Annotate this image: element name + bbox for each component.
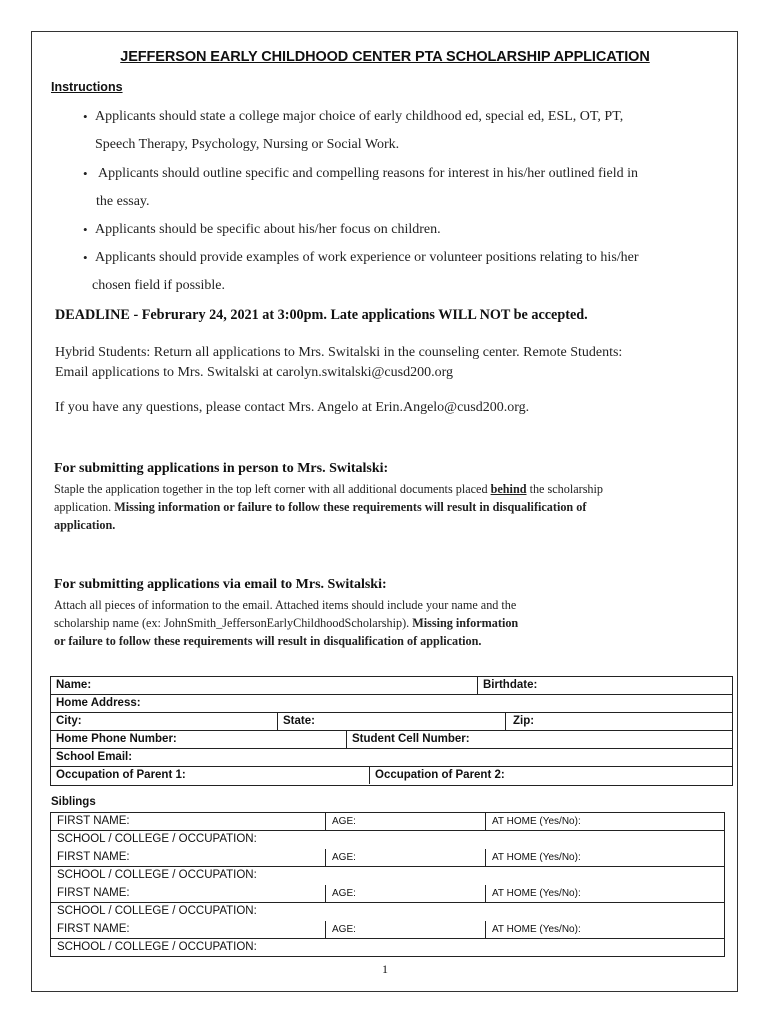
sibling-age-field[interactable]: AGE:: [325, 885, 485, 902]
parent2-occupation-field[interactable]: Occupation of Parent 2:: [369, 767, 732, 784]
questions-contact: If you have any questions, please contact Mrs. Angelo at Erin.Angelo@cusd200.org.: [55, 400, 530, 415]
sibling-school-field[interactable]: SCHOOL / COLLEGE / OCCUPATION:: [57, 941, 257, 953]
sibling-first-name-field[interactable]: FIRST NAME:: [57, 923, 130, 935]
table-row: [51, 677, 732, 695]
sibling-age-field[interactable]: AGE:: [325, 921, 485, 938]
home-address-field[interactable]: Home Address:: [56, 697, 141, 709]
zip-field[interactable]: Zip:: [505, 713, 732, 730]
in-person-text-part: Staple the application together in the top left corner with all additional documents placed: [54, 482, 491, 496]
email-text-part: scholarship name (ex: JohnSmith_JeffersonEarlyChildhoodScholarship).: [54, 616, 413, 630]
table-row: [51, 731, 732, 749]
table-row: [51, 831, 724, 849]
email-warning: or failure to follow these requirements will result in disqualification of application.: [54, 634, 482, 648]
bullet-item: [83, 160, 639, 216]
sibling-age-field[interactable]: AGE:: [325, 813, 485, 830]
submission-line: Hybrid Students: Return all applications to Mrs. Switalski in the counseling center. Remote Students:: [55, 345, 623, 360]
student-cell-field[interactable]: Student Cell Number:: [346, 731, 732, 748]
table-row: [51, 813, 724, 831]
email-text: [54, 596, 518, 650]
page-number: 1: [382, 962, 388, 976]
table-row: [51, 903, 724, 921]
bullet-item: [83, 244, 639, 300]
sibling-at-home-field[interactable]: AT HOME (Yes/No):: [485, 813, 724, 830]
in-person-warning: Missing information or failure to follow these requirements will result in disqualification of: [114, 500, 587, 514]
siblings-table: [50, 812, 725, 957]
in-person-warning: application.: [54, 518, 116, 532]
instructions-heading: Instructions: [51, 80, 123, 94]
siblings-label: Siblings: [51, 796, 96, 808]
table-row: [51, 695, 732, 713]
school-email-field[interactable]: School Email:: [56, 751, 133, 763]
email-text-line: Attach all pieces of information to the email. Attached items should include your name and the: [54, 598, 517, 612]
bullet-icon: •: [83, 109, 88, 124]
bullet-line: Applicants should provide examples of work experience or volunteer positions relating to his/her: [95, 250, 639, 265]
sibling-school-field[interactable]: SCHOOL / COLLEGE / OCCUPATION:: [57, 869, 257, 881]
city-field[interactable]: City:: [56, 715, 82, 727]
sibling-at-home-field[interactable]: AT HOME (Yes/No):: [485, 921, 724, 938]
bullet-line: chosen field if possible.: [92, 278, 225, 293]
behind-emphasis: behind: [490, 482, 527, 496]
bullet-item: [83, 216, 441, 244]
table-row: [51, 767, 732, 785]
table-row: [51, 713, 732, 731]
parent1-occupation-field[interactable]: Occupation of Parent 1:: [56, 769, 186, 781]
bullet-icon: •: [83, 222, 88, 237]
bullet-item: [83, 103, 624, 159]
in-person-text: [54, 480, 603, 534]
email-warning: Missing information: [412, 616, 519, 630]
table-row: [51, 867, 724, 885]
table-row: [51, 885, 724, 903]
in-person-heading: For submitting applications in person to Mrs. Switalski:: [54, 461, 389, 476]
bullet-line: Applicants should state a college major choice of early childhood ed, special ed, ESL, OT, PT,: [95, 109, 624, 124]
sibling-at-home-field[interactable]: AT HOME (Yes/No):: [485, 849, 724, 866]
sibling-at-home-field[interactable]: AT HOME (Yes/No):: [485, 885, 724, 902]
email-heading: For submitting applications via email to Mrs. Switalski:: [54, 577, 387, 592]
bullet-icon: •: [83, 250, 88, 265]
name-field[interactable]: Name:: [56, 679, 92, 691]
submission-line: Email applications to Mrs. Switalski at carolyn.switalski@cusd200.org: [55, 365, 453, 380]
table-row: [51, 749, 732, 767]
state-field[interactable]: State:: [277, 713, 505, 730]
birthdate-field[interactable]: Birthdate:: [477, 677, 732, 694]
sibling-first-name-field[interactable]: FIRST NAME:: [57, 815, 130, 827]
deadline-notice: DEADLINE - Februrary 24, 2021 at 3:00pm. Late applications WILL NOT be accepted.: [55, 307, 588, 323]
applicant-info-table: [50, 676, 733, 786]
in-person-text-part: application.: [54, 500, 115, 514]
bullet-icon: •: [83, 166, 88, 181]
table-row: [51, 921, 724, 939]
table-row: [51, 939, 724, 957]
sibling-first-name-field[interactable]: FIRST NAME:: [57, 851, 130, 863]
bullet-line: the essay.: [96, 194, 150, 209]
sibling-school-field[interactable]: SCHOOL / COLLEGE / OCCUPATION:: [57, 833, 257, 845]
page-title: JEFFERSON EARLY CHILDHOOD CENTER PTA SCHOLARSHIP APPLICATION: [120, 49, 650, 65]
bullet-line: Speech Therapy, Psychology, Nursing or Social Work.: [95, 137, 400, 152]
sibling-first-name-field[interactable]: FIRST NAME:: [57, 887, 130, 899]
table-row: [51, 849, 724, 867]
in-person-text-part: the scholarship: [526, 482, 604, 496]
submission-info: [55, 343, 622, 383]
bullet-line: Applicants should be specific about his/her focus on children.: [95, 222, 441, 237]
bullet-line: Applicants should outline specific and compelling reasons for interest in his/her outlined field in: [98, 166, 639, 181]
home-phone-field[interactable]: Home Phone Number:: [56, 733, 177, 745]
sibling-school-field[interactable]: SCHOOL / COLLEGE / OCCUPATION:: [57, 905, 257, 917]
sibling-age-field[interactable]: AGE:: [325, 849, 485, 866]
